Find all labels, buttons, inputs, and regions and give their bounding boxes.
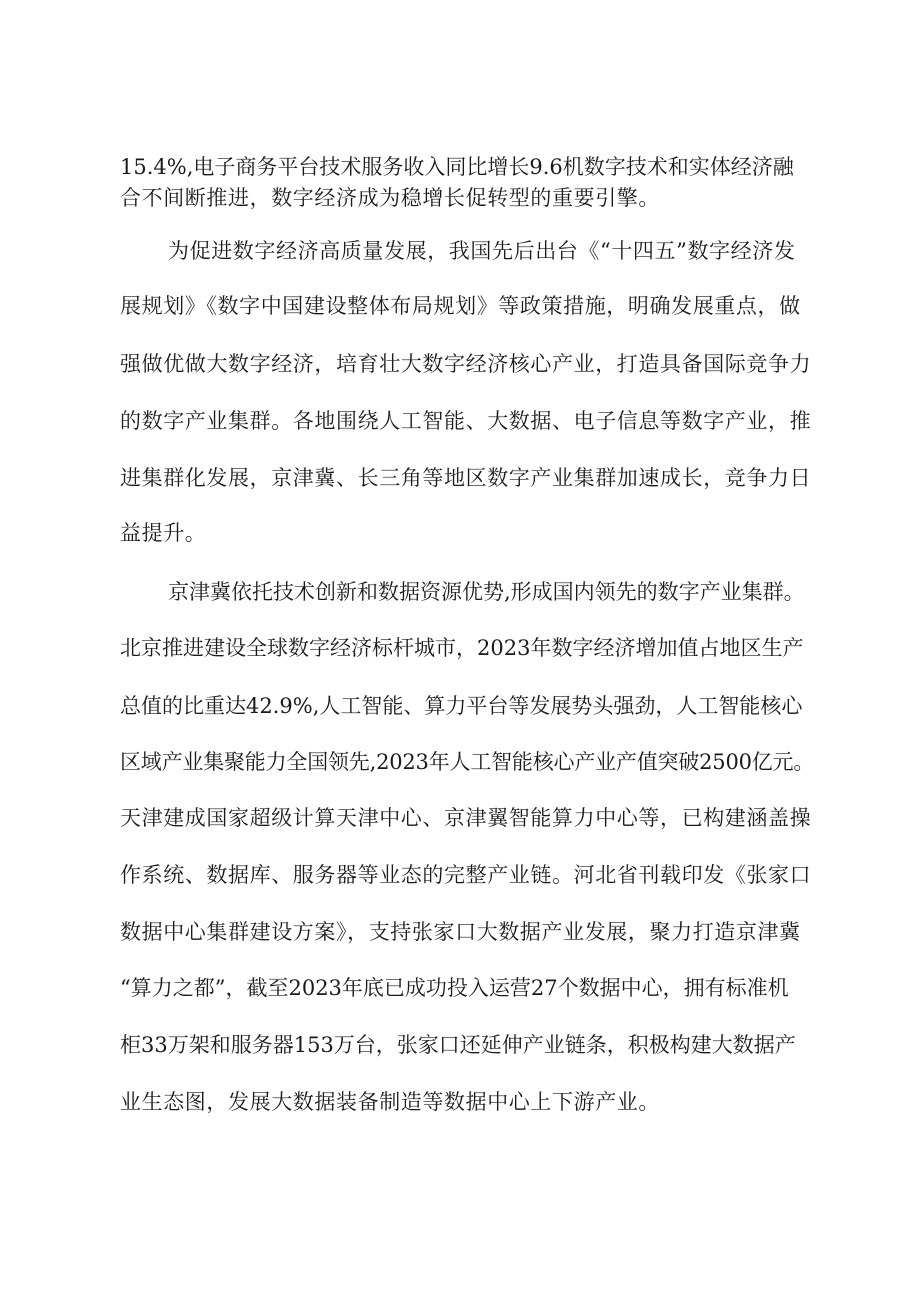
paragraph-2-line-6: 益提升。 bbox=[120, 521, 207, 545]
paragraph-3-line-3: 总值的比重达42.9%,人工智能、算力平台等发展势头强劲，人工智能核心 bbox=[120, 694, 803, 718]
paragraph-3-line-5: 天津建成国家超级计算天津中心、京津翼智能算力中心等，已构建涵盖操 bbox=[120, 806, 812, 830]
paragraph-1-line-2: 合不间断推进，数字经济成为稳增长促转型的重要引擎。 bbox=[120, 186, 660, 210]
paragraph-3-line-4: 区域产业集聚能力全国领先,2023年人工智能核心产业产值突破2500亿元。 bbox=[120, 750, 815, 774]
paragraph-2-line-3: 强做优做大数字经济，培育壮大数字经济核心产业，打造具备国际竞争力 bbox=[120, 352, 812, 376]
paragraph-3-line-2: 北京推进建设全球数字经济标杆城市，2023年数字经济增加值占地区生产 bbox=[120, 636, 804, 660]
paragraph-2-line-2: 展规划》《数字中国建设整体布局规划》等政策措施，明确发展重点，做 bbox=[120, 294, 801, 318]
paragraph-3-line-1: 京津冀依托技术创新和数据资源优势,形成国内领先的数字产业集群。 bbox=[168, 580, 805, 604]
paragraph-3-line-10: 业生态图，发展大数据装备制造等数据中心上下游产业。 bbox=[120, 1090, 660, 1114]
paragraph-2-line-4: 的数字产业集群。各地围绕人工智能、大数据、电子信息等数字产业，推 bbox=[120, 409, 812, 433]
paragraph-3-line-7: 数据中心集群建设方案》，支持张家口大数据产业发展，聚力打造京津冀 bbox=[120, 920, 801, 944]
paragraph-3-line-8: “算力之都”，截至2023年底已成功投入运营27个数据中心，拥有标准机 bbox=[120, 976, 789, 1000]
paragraph-3-line-6: 作系统、数据库、服务器等业态的完整产业链。河北省刊载印发《张家口 bbox=[120, 863, 812, 887]
paragraph-3-line-9: 柜33万架和服务器153万台，张家口还延伸产业链条，积极构建大数据产 bbox=[120, 1033, 796, 1057]
paragraph-1-line-1: 15.4%,电子商务平台技术服务收入同比增长9.6机数字技术和实体经济融 bbox=[120, 155, 794, 179]
paragraph-2-line-5: 进集群化发展，京津冀、长三角等地区数字产业集群加速成长，竞争力日 bbox=[120, 466, 812, 490]
paragraph-2-line-1: 为促进数字经济高质量发展，我国先后出台《“十四五”数字经济发 bbox=[168, 239, 796, 263]
